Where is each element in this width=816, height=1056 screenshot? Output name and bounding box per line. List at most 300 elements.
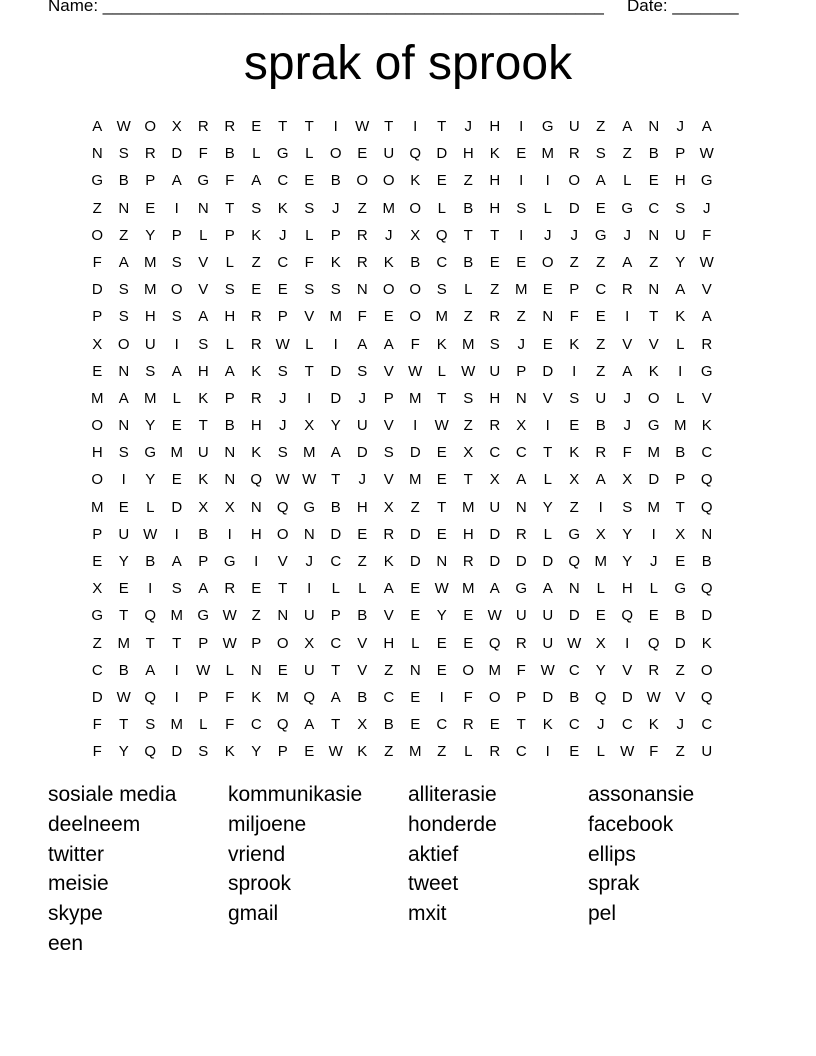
grid-letter: T (543, 444, 553, 462)
grid-letter: W (116, 688, 131, 706)
grid-letter: D (568, 199, 580, 217)
grid-letter: N (356, 281, 368, 299)
grid-letter: Z (384, 661, 394, 679)
grid-letter: N (568, 580, 580, 598)
grid-letter: F (702, 226, 712, 244)
grid-letter: D (674, 634, 686, 652)
grid-letter: W (567, 634, 582, 652)
grid-letter: T (331, 471, 341, 489)
grid-letter: K (410, 172, 421, 190)
grid-letter: V (357, 661, 368, 679)
grid-letter: V (304, 308, 315, 326)
grid-letter: H (674, 172, 686, 190)
grid-letter: Q (700, 471, 713, 489)
grid-letter: J (279, 226, 287, 244)
grid-letter: P (330, 226, 341, 244)
grid-letter: N (436, 553, 448, 570)
grid-letter: T (225, 199, 235, 217)
grid-letter: E (436, 525, 447, 543)
grid-letter: W (699, 145, 714, 163)
word-bank-item: miljoene (228, 812, 307, 836)
grid-letter: D (91, 688, 103, 706)
grid-letter: B (569, 688, 580, 706)
grid-letter: N (118, 362, 130, 380)
grid-letter: D (171, 743, 183, 761)
grid-letter: M (409, 471, 422, 489)
grid-letter: M (170, 716, 183, 734)
grid-letter: I (413, 417, 418, 435)
grid-letter: T (384, 118, 394, 135)
grid-letter: Z (357, 199, 367, 217)
grid-letter: T (437, 389, 447, 407)
grid-letter: D (330, 362, 342, 380)
grid-letter: E (251, 580, 262, 598)
grid-letter: S (171, 253, 182, 271)
grid-letter: B (145, 553, 156, 570)
grid-letter: M (515, 281, 528, 299)
grid-letter: R (250, 335, 262, 353)
grid-letter: B (383, 716, 394, 734)
grid-letter: R (197, 118, 209, 135)
grid-letter: M (276, 688, 289, 706)
grid-letter: I (413, 118, 418, 135)
grid-letter: I (174, 199, 179, 217)
grid-letter: O (91, 471, 104, 489)
grid-letter: J (358, 471, 366, 489)
grid-letter: S (383, 444, 394, 462)
grid-letter: H (621, 580, 633, 598)
grid-letter: I (545, 417, 550, 435)
grid-letter: Y (330, 417, 341, 435)
grid-letter: L (331, 580, 340, 598)
grid-letter: N (542, 308, 554, 326)
word-bank-item: sprak (588, 872, 640, 896)
grid-letter: Z (357, 553, 367, 570)
grid-letter: V (622, 335, 633, 353)
grid-letter: T (119, 716, 129, 734)
grid-letter: R (224, 118, 236, 135)
grid-letter: A (622, 118, 633, 135)
grid-letter: F (92, 253, 102, 271)
grid-letter: K (224, 743, 235, 761)
grid-letter: E (171, 471, 182, 489)
grid-letter: I (148, 580, 153, 598)
grid-letter: E (489, 253, 500, 271)
grid-letter: X (357, 716, 368, 734)
grid-letter: T (278, 580, 288, 598)
grid-letter: C (595, 281, 607, 299)
grid-letter: K (251, 362, 262, 380)
grid-letter: Z (463, 308, 473, 326)
grid-letter: T (463, 471, 473, 489)
grid-letter: I (572, 362, 577, 380)
grid-letter: B (675, 444, 686, 462)
grid-letter: M (409, 389, 422, 407)
grid-letter: P (198, 634, 209, 652)
grid-letter: U (595, 389, 607, 407)
grid-letter: E (251, 281, 262, 299)
grid-letter: M (144, 253, 157, 271)
grid-letter: W (116, 118, 131, 135)
grid-letter: Y (622, 553, 633, 570)
grid-letter: W (196, 661, 211, 679)
grid-letter: E (410, 580, 421, 598)
grid-letter: X (569, 471, 580, 489)
grid-letter: A (171, 553, 182, 570)
grid-letter: K (251, 688, 262, 706)
grid-letter: Z (410, 498, 420, 516)
grid-letter: R (568, 145, 580, 163)
grid-letter: R (648, 661, 660, 679)
grid-letter: D (515, 553, 527, 570)
grid-letter: N (91, 145, 103, 163)
grid-letter: Q (700, 580, 713, 598)
grid-letter: J (623, 389, 631, 407)
grid-letter: E (277, 661, 288, 679)
grid-letter: I (307, 580, 312, 598)
grid-letter: R (224, 580, 236, 598)
grid-letter: E (542, 335, 553, 353)
grid-letter: C (383, 688, 395, 706)
grid-letter: H (224, 308, 236, 326)
grid-letter: D (171, 498, 183, 516)
grid-letter: A (251, 172, 262, 190)
grid-letter: E (357, 525, 368, 543)
grid-letter: F (92, 743, 102, 761)
grid-letter: K (198, 389, 209, 407)
grid-letter: N (250, 661, 262, 679)
grid-letter: A (118, 253, 129, 271)
grid-letter: M (409, 743, 422, 761)
grid-letter: Z (516, 308, 526, 326)
grid-letter: F (225, 716, 235, 734)
grid-letter: T (119, 607, 129, 625)
grid-letter: J (279, 389, 287, 407)
grid-letter: J (676, 118, 684, 135)
grid-letter: G (197, 172, 210, 190)
grid-letter: X (304, 417, 315, 435)
grid-letter: C (568, 716, 580, 734)
word-bank-item: gmail (228, 902, 279, 926)
grid-letter: W (620, 743, 635, 761)
grid-letter: W (328, 743, 343, 761)
grid-letter: N (224, 444, 236, 462)
grid-letter: I (439, 688, 444, 706)
grid-letter: B (701, 553, 712, 570)
grid-letter: T (331, 661, 341, 679)
grid-letter: O (91, 226, 104, 244)
grid-letter: E (489, 716, 500, 734)
grid-letter: J (597, 716, 605, 734)
grid-letter: M (170, 444, 183, 462)
grid-letter: U (144, 335, 156, 353)
grid-letter: R (489, 417, 501, 435)
word-bank-item: facebook (588, 812, 674, 836)
grid-letter: B (118, 172, 129, 190)
grid-letter: M (594, 553, 607, 570)
grid-letter: Z (251, 253, 261, 271)
grid-letter: E (92, 553, 103, 570)
grid-letter: B (357, 688, 368, 706)
grid-letter: V (622, 661, 633, 679)
grid-letter: N (409, 661, 421, 679)
grid-letter: L (358, 580, 367, 598)
grid-letter: S (118, 281, 129, 299)
grid-letter: M (462, 498, 475, 516)
grid-letter: E (304, 172, 315, 190)
grid-letter: V (701, 389, 712, 407)
grid-letter: I (519, 226, 524, 244)
grid-letter: L (464, 743, 473, 761)
grid-letter: A (516, 471, 527, 489)
grid-letter: S (118, 444, 129, 462)
grid-letter: E (410, 716, 421, 734)
grid-letter: I (254, 553, 259, 570)
grid-letter: P (92, 308, 103, 326)
grid-letter: L (225, 661, 234, 679)
grid-letter: Q (303, 688, 316, 706)
grid-letter: R (515, 525, 527, 543)
grid-letter: F (304, 253, 314, 271)
grid-letter: C (330, 634, 342, 652)
grid-letter: O (91, 417, 104, 435)
grid-letter: M (435, 308, 448, 326)
word-bank-item: deelneem (48, 812, 141, 836)
grid-letter: A (171, 362, 182, 380)
grid-letter: A (701, 308, 712, 326)
grid-letter: S (171, 308, 182, 326)
grid-letter: C (515, 743, 527, 761)
grid-letter: N (224, 471, 236, 489)
grid-letter: A (145, 661, 156, 679)
grid-letter: C (330, 553, 342, 570)
grid-letter: M (382, 199, 395, 217)
grid-letter: M (329, 308, 342, 326)
grid-letter: D (436, 145, 448, 163)
grid-letter: W (434, 580, 449, 598)
grid-letter: R (515, 634, 527, 652)
grid-letter: Z (119, 226, 129, 244)
grid-letter: P (569, 281, 580, 299)
grid-letter: A (198, 308, 209, 326)
grid-letter: E (118, 498, 129, 516)
grid-letter: Q (144, 743, 157, 761)
grid-letter: U (542, 634, 554, 652)
grid-letter: P (251, 634, 262, 652)
grid-letter: V (198, 253, 209, 271)
grid-letter: B (330, 172, 341, 190)
grid-letter: Z (251, 607, 261, 625)
grid-letter: J (385, 226, 393, 244)
grid-letter: U (701, 743, 713, 761)
grid-letter: O (700, 661, 713, 679)
grid-letter: A (304, 716, 315, 734)
grid-letter: I (678, 362, 683, 380)
grid-letter: M (91, 498, 104, 516)
grid-letter: Y (118, 743, 129, 761)
grid-letter: O (409, 308, 422, 326)
grid-letter: G (144, 444, 157, 462)
grid-letter: E (383, 308, 394, 326)
grid-letter: Z (384, 743, 394, 761)
word-bank-item: skype (48, 902, 103, 926)
word-bank (48, 780, 768, 959)
grid-letter: N (515, 389, 527, 407)
grid-letter: G (621, 199, 634, 217)
grid-letter: A (198, 580, 209, 598)
grid-letter: R (250, 389, 262, 407)
grid-letter: I (625, 308, 630, 326)
grid-letter: S (251, 199, 262, 217)
grid-letter: F (410, 335, 420, 353)
grid-letter: K (436, 335, 447, 353)
grid-letter: L (146, 498, 155, 516)
grid-letter: S (118, 145, 129, 163)
grid-letter: G (91, 607, 104, 625)
grid-letter: M (170, 607, 183, 625)
grid-letter: D (356, 444, 368, 462)
grid-letter: W (275, 335, 290, 353)
grid-letter: A (489, 580, 500, 598)
grid-letter: I (651, 525, 656, 543)
grid-letter: Z (649, 253, 659, 271)
grid-letter: O (462, 661, 475, 679)
grid-letter: L (543, 525, 552, 543)
grid-letter: T (490, 226, 500, 244)
grid-letter: Z (92, 634, 102, 652)
grid-letter: H (462, 145, 474, 163)
grid-letter: X (304, 634, 315, 652)
grid-letter: O (568, 172, 581, 190)
grid-letter: L (676, 389, 685, 407)
grid-letter: T (145, 634, 155, 652)
grid-letter: Q (435, 226, 448, 244)
grid-letter: E (436, 172, 447, 190)
grid-letter: Y (436, 607, 447, 625)
grid-letter: I (174, 661, 179, 679)
worksheet-header (48, 0, 768, 18)
grid-letter: C (489, 444, 501, 462)
grid-letter: J (650, 553, 658, 570)
grid-letter: E (436, 471, 447, 489)
grid-letter: E (410, 607, 421, 625)
grid-letter: A (224, 362, 235, 380)
grid-letter: N (303, 525, 315, 543)
grid-letter: C (701, 716, 713, 734)
grid-letter: S (304, 281, 315, 299)
grid-letter: S (357, 362, 368, 380)
grid-letter: V (383, 471, 394, 489)
grid-letter: R (144, 145, 156, 163)
grid-letter: I (519, 172, 524, 190)
grid-letter: L (172, 389, 181, 407)
grid-letter: Z (463, 417, 473, 435)
word-bank-item: alliterasie (408, 783, 497, 806)
grid-letter: T (516, 716, 526, 734)
grid-letter: D (489, 553, 501, 570)
grid-letter: I (625, 634, 630, 652)
grid-letter: D (542, 362, 554, 380)
grid-letter: R (462, 553, 474, 570)
word-bank-item: aktief (408, 842, 459, 866)
grid-letter: E (463, 634, 474, 652)
grid-letter: S (224, 281, 235, 299)
grid-letter: O (356, 172, 369, 190)
grid-letter: D (489, 525, 501, 543)
grid-letter: O (488, 688, 501, 706)
grid-letter: G (223, 553, 236, 570)
grid-letter: D (91, 281, 103, 299)
grid-letter: I (519, 118, 524, 135)
grid-letter: W (222, 634, 237, 652)
grid-letter: W (302, 471, 317, 489)
grid-letter: X (622, 471, 633, 489)
grid-letter: K (648, 362, 659, 380)
grid-letter: O (117, 335, 130, 353)
grid-letter: U (568, 118, 580, 135)
grid-letter: A (357, 335, 368, 353)
grid-letter: L (252, 145, 261, 163)
grid-letter: S (198, 335, 209, 353)
grid-letter: O (329, 145, 342, 163)
grid-letter: L (543, 471, 552, 489)
grid-letter: G (515, 580, 528, 598)
grid-letter: S (463, 389, 474, 407)
grid-letter: M (647, 498, 660, 516)
word-bank-item: sosiale media (48, 783, 177, 806)
date-field-label: Date: _______ (627, 0, 739, 15)
grid-letter: K (251, 444, 262, 462)
grid-letter: Z (675, 661, 685, 679)
grid-letter: E (675, 553, 686, 570)
grid-letter: J (623, 226, 631, 244)
grid-letter: K (648, 716, 659, 734)
grid-letter: F (463, 688, 473, 706)
grid-letter: K (383, 553, 394, 570)
grid-letter: I (121, 471, 126, 489)
grid-letter: L (437, 199, 446, 217)
grid-letter: B (330, 498, 341, 516)
grid-letter: X (595, 634, 606, 652)
grid-letter: L (596, 580, 605, 598)
grid-letter: B (463, 199, 474, 217)
grid-letter: H (489, 172, 501, 190)
grid-letter: N (515, 498, 527, 516)
grid-letter: X (383, 498, 394, 516)
grid-letter: L (305, 335, 314, 353)
grid-letter: P (516, 362, 527, 380)
grid-letter: E (251, 118, 262, 135)
grid-letter: S (118, 308, 129, 326)
grid-letter: A (595, 471, 606, 489)
grid-letter: B (463, 253, 474, 271)
grid-letter: T (437, 498, 447, 516)
grid-letter: P (92, 525, 103, 543)
grid-letter: N (118, 417, 130, 435)
grid-letter: P (330, 607, 341, 625)
grid-letter: H (197, 362, 209, 380)
grid-letter: P (383, 389, 394, 407)
grid-letter: B (357, 607, 368, 625)
grid-letter: U (356, 417, 368, 435)
grid-letter: I (545, 743, 550, 761)
grid-letter: M (144, 281, 157, 299)
grid-letter: Y (145, 471, 156, 489)
grid-letter: A (675, 281, 686, 299)
grid-letter: J (358, 389, 366, 407)
grid-letter: X (92, 580, 103, 598)
grid-letter: N (648, 281, 660, 299)
